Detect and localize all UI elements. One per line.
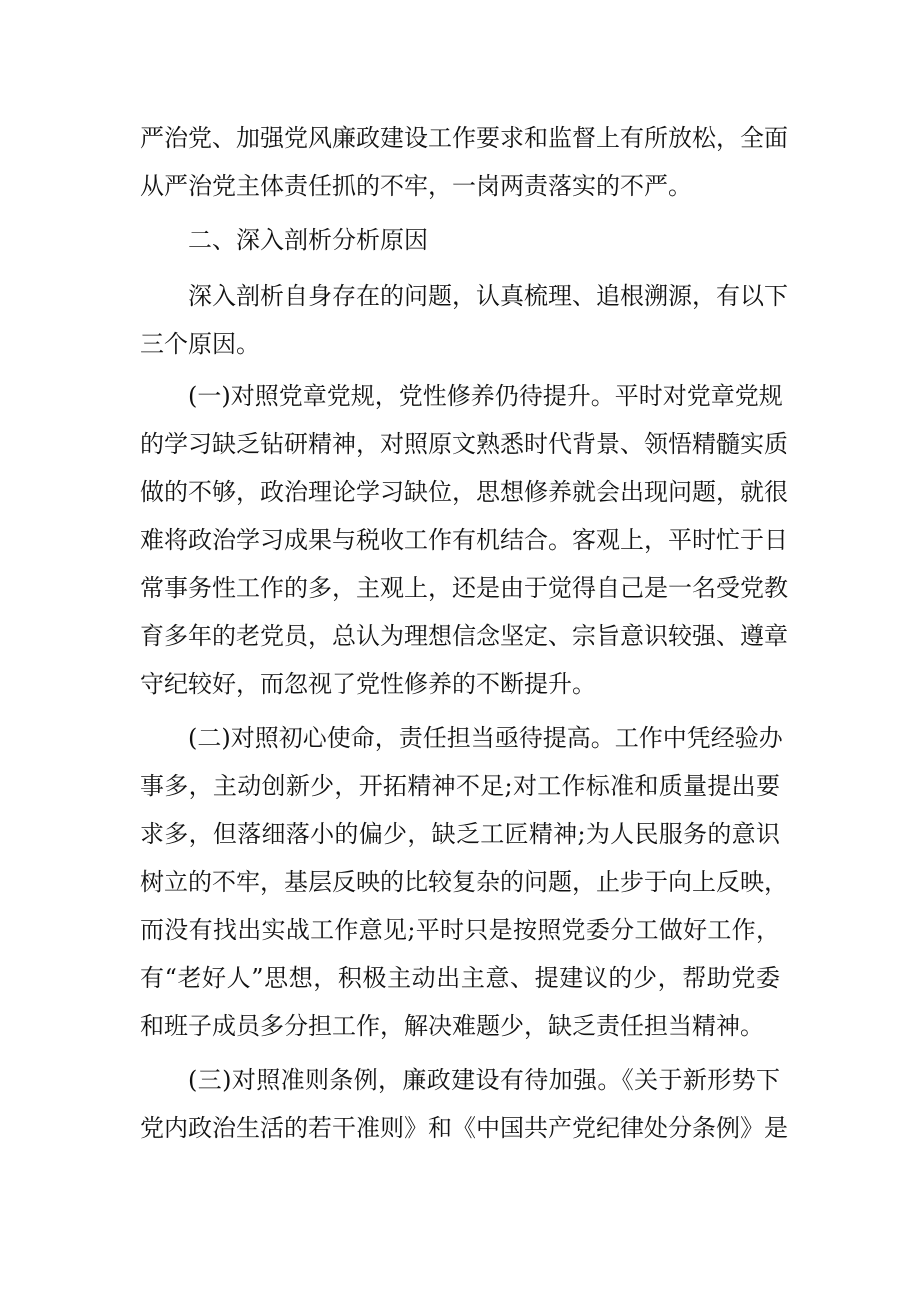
- body-text-line: 事多，主动创新少，开拓精神不足;对工作标准和质量提出要: [140, 772, 780, 800]
- body-text-line: 的学习缺乏钻研精神，对照原文熟悉时代背景、领悟精髓实质: [140, 430, 788, 458]
- section-heading: 二、深入剖析分析原因: [188, 226, 428, 254]
- body-text-line: 育多年的老党员，总认为理想信念坚定、宗旨意识较强、遵章: [140, 622, 788, 650]
- body-text-line: 党内政治生活的若干准则》和《中国共产党纪律处分条例》是: [140, 1114, 788, 1142]
- body-text-line: 树立的不牢，基层反映的比较复杂的问题，止步于向上反映，: [140, 868, 788, 896]
- body-text-line: 常事务性工作的多，主观上，还是由于觉得自己是一名受党教: [140, 574, 788, 602]
- body-text-line: (一)对照党章党规，党性修养仍待提升。平时对党章党规: [188, 382, 783, 410]
- body-text-line: 严治党、加强党风廉政建设工作要求和监督上有所放松，全面: [140, 124, 788, 152]
- body-text-line: 有“老好人”思想，积极主动出主意、提建议的少，帮助党委: [140, 964, 780, 992]
- body-text-line: (二)对照初心使命，责任担当亟待提高。工作中凭经验办: [188, 724, 783, 752]
- body-text-line: 守纪较好，而忽视了党性修养的不断提升。: [140, 670, 596, 698]
- body-text-line: 深入剖析自身存在的问题，认真梳理、追根溯源，有以下: [188, 282, 788, 310]
- body-text-line: 求多，但落细落小的偏少，缺乏工匠精神;为人民服务的意识: [140, 820, 780, 848]
- body-text-line: (三)对照准则条例，廉政建设有待加强。《关于新形势下: [188, 1066, 780, 1094]
- body-text-line: 做的不够，政治理论学习缺位，思想修养就会出现问题，就很: [140, 478, 788, 506]
- body-text-line: 从严治党主体责任抓的不牢，一岗两责落实的不严。: [140, 172, 692, 200]
- body-text-line: 和班子成员多分担工作，解决难题少，缺乏责任担当精神。: [140, 1012, 764, 1040]
- body-text-line: 三个原因。: [140, 330, 260, 358]
- body-text-line: 难将政治学习成果与税收工作有机结合。客观上，平时忙于日: [140, 526, 788, 554]
- body-text-line: 而没有找出实战工作意见;平时只是按照党委分工做好工作，: [140, 916, 780, 944]
